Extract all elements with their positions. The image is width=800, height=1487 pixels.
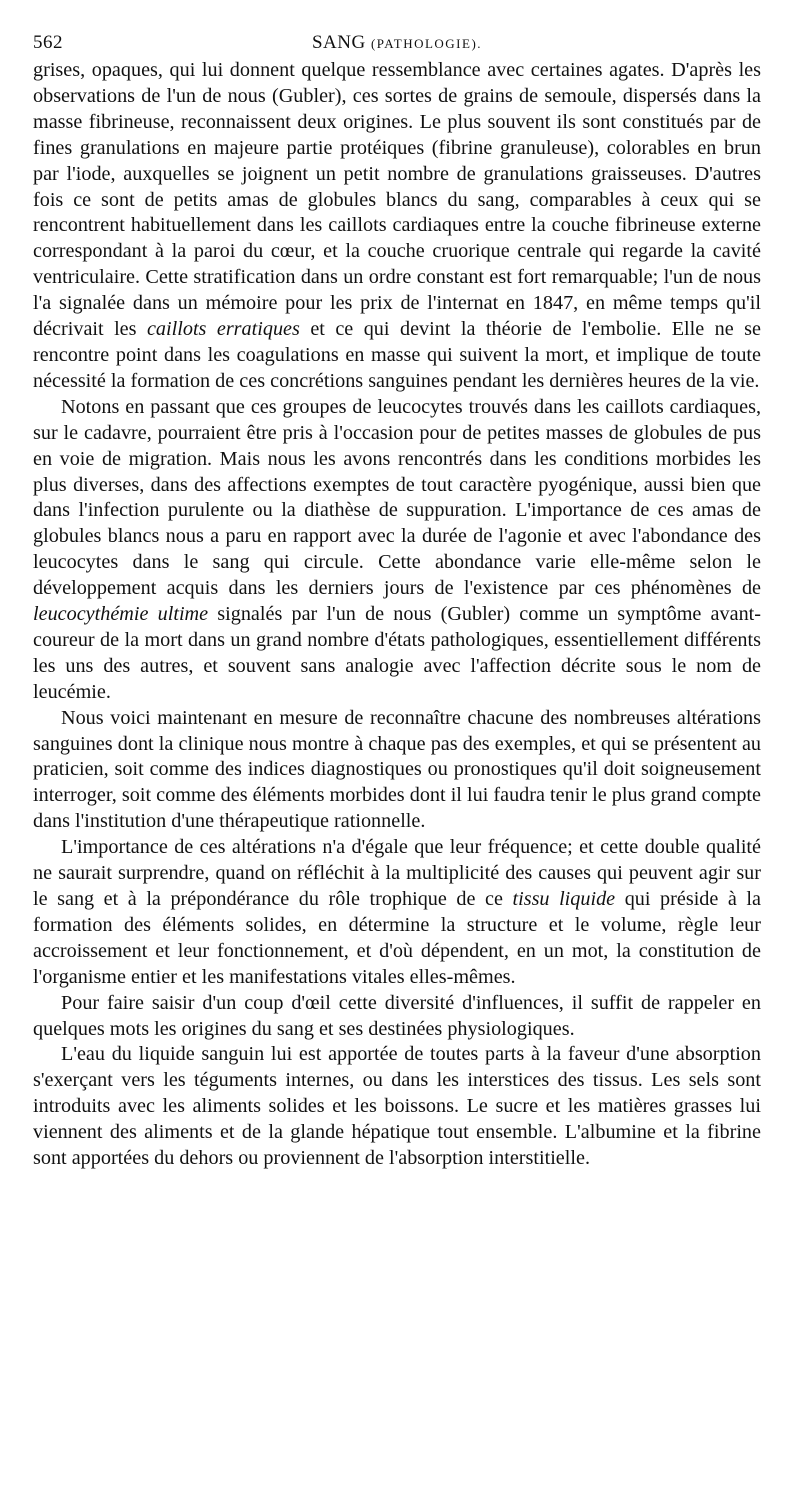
paragraph-4-text-b: qui préside à la formation des éléments solides, en détermine la structure et le volume, règle leur accroissement et leur fonctionnement, et d'où dépendent, en un mot, la constitution de l'organisme entier et les manifestations vitales elles-mêmes. xyxy=(33,888,761,988)
paragraph-2-text-a: Notons en passant que ces groupes de leucocytes trouvés dans les caillots cardiaques, sur le cadavre, pourraient être pris à l'occasion pour de petites masses de globules de pus en voie de migration. Mais nous les avons rencontrés dans les conditions morbides les plus diverses, dans des affections exemptes de tout caractère pyogénique, aussi bien que dans l'infection purulente ou la diathèse de suppuration. L'importance de ces amas de globules blancs nous a paru en rapport avec la durée de l'agonie et avec l'abondance des leucocytes dans le sang qui circule. Cette abondance varie elle-même selon le développement acquis dans les derniers jours de l'existence par ces phénomènes de xyxy=(33,395,761,600)
page-number: 562 xyxy=(33,32,63,53)
paragraph-3 xyxy=(33,706,761,836)
paragraph-4-text-a: L'importance de ces altérations n'a d'égale que leur fréquence; et cette double qualité ne saurait surprendre, quand on réfléchit à la multiplicité des causes qui peuvent agir sur le sang et à la prépondérance du rôle trophique de ce xyxy=(33,836,761,910)
paragraph-2 xyxy=(33,395,761,706)
paragraph-1-italic-term: caillots erratiques xyxy=(146,318,300,341)
paragraph-5-text: Pour faire saisir d'un coup d'œil cette diversité d'influences, il suffit de rappeler en quelques mots les origines du sang et ses destinées physiologiques. xyxy=(33,991,761,1040)
running-title-main: SANG xyxy=(311,32,366,53)
paragraph-2-italic-term: leucocythémie ultime xyxy=(33,603,209,626)
paragraph-1 xyxy=(33,58,761,395)
paragraph-4-italic-term: tissu liquide xyxy=(512,888,616,910)
running-title xyxy=(33,32,761,54)
running-header xyxy=(33,28,761,58)
paragraph-5 xyxy=(33,991,761,1043)
paragraph-6 xyxy=(33,1042,761,1172)
paragraph-2-text-b: signalés par l'un de nous (Gubler) comme un symptôme avant-coureur de la mort dans un grand nombre d'états pathologiques, essentiellement différents les uns des autres, et souvent sans analogie avec l'affection décrite sous le nom de leucémie. xyxy=(33,603,761,703)
running-title-sub: (PATHOLOGIE). xyxy=(370,36,483,51)
body-text xyxy=(33,58,761,1172)
paragraph-3-text: Nous voici maintenant en mesure de reconnaître chacune des nombreuses altérations sanguines dont la clinique nous montre à chaque pas des exemples, et qui se présentent au praticien, soit comme des indices diagnostiques ou pronostiques qu'il doit soigneusement interroger, soit comme des éléments morbides dont il lui faudra tenir le plus grand compte dans l'institution d'une thérapeutique rationnelle. xyxy=(33,706,761,833)
document-page xyxy=(33,28,761,1172)
paragraph-4 xyxy=(33,835,761,990)
paragraph-1-text-b: et ce qui devint la théorie de l'embolie. Elle ne se rencontre point dans les coagulations en masse qui suivent la mort, et implique de toute nécessité la formation de ces concrétions sanguines pendant les dernières heures de la vie. xyxy=(33,318,761,392)
paragraph-1-text-a: grises, opaques, qui lui donnent quelque ressemblance avec certaines agates. D'après les observations de l'un de nous (Gubler), ces sortes de grains de semoule, dispersés dans la masse fibrineuse, reconnaissent deux origines. Le plus souvent ils sont constitués par de fines granulations en majeure partie protéiques (fibrine granuleuse), colorables en brun par l'iode, auxquelles se joignent un petit nombre de granulations graisseuses. D'autres fois ce sont de petits amas de globules blancs du sang, comparables à ceux qui se rencontrent habituellement dans les caillots cardiaques entre la couche fibrineuse externe correspondant à la paroi du cœur, et la couche cruorique centrale qui regarde la cavité ventriculaire. Cette stratification dans un ordre constant est fort remarquable; l'un de nous l'a signalée dans un mémoire pour les prix de l'internat en 1847, en même temps qu'il décrivait les xyxy=(33,59,761,341)
paragraph-6-text: L'eau du liquide sanguin lui est apportée de toutes parts à la faveur d'une absorption s'exerçant vers les téguments internes, ou dans les interstices des tissus. Les sels sont introduits avec les aliments solides et les boissons. Le sucre et les matières grasses lui viennent des aliments et de la glande hépatique tout ensemble. L'albumine et la fibrine sont apportées du dehors ou proviennent de l'absorption interstitielle. xyxy=(33,1043,761,1170)
